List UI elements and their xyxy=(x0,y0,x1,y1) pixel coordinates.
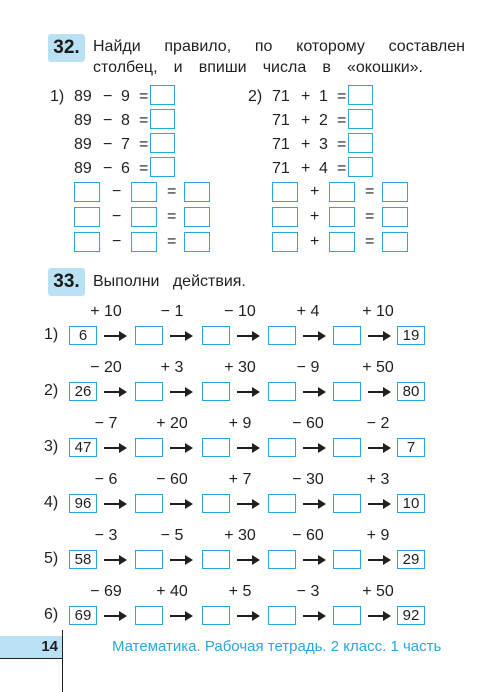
operator: − xyxy=(112,208,122,225)
operation-label: + 9 xyxy=(228,415,252,432)
instruction-word: правило, xyxy=(164,38,232,55)
operand: 9 xyxy=(121,88,130,105)
arrow-icon xyxy=(170,447,190,449)
start-value: 96 xyxy=(69,494,97,513)
answer-box[interactable] xyxy=(184,232,210,252)
operation-label: − 9 xyxy=(296,359,320,376)
equals-sign: = xyxy=(139,112,149,129)
equals-sign: = xyxy=(167,208,177,225)
arrow-icon xyxy=(104,615,124,617)
end-value: 29 xyxy=(397,550,425,569)
arrow-icon xyxy=(368,391,388,393)
operand: 6 xyxy=(121,160,130,177)
operand: 1 xyxy=(319,88,328,105)
arrow-icon xyxy=(170,391,190,393)
arrow-icon xyxy=(170,503,190,505)
answer-box[interactable] xyxy=(202,326,230,345)
start-value: 26 xyxy=(69,382,97,401)
answer-box[interactable] xyxy=(333,382,361,401)
footer-book-title: Математика. Рабочая тетрадь. 2 класс. 1 часть xyxy=(112,638,442,655)
operation-label: − 60 xyxy=(292,415,324,432)
instruction-word: и xyxy=(173,59,183,76)
answer-box[interactable] xyxy=(150,85,175,105)
end-value: 19 xyxy=(397,326,425,345)
start-value: 47 xyxy=(69,438,97,457)
answer-box[interactable] xyxy=(135,326,163,345)
answer-box[interactable] xyxy=(150,109,175,129)
end-value: 10 xyxy=(397,494,425,513)
equals-sign: = xyxy=(139,136,149,153)
answer-box[interactable] xyxy=(268,494,296,513)
operand: 71 xyxy=(272,160,290,177)
task-32-number: 32. xyxy=(48,34,85,62)
answer-box[interactable] xyxy=(131,232,157,252)
task-32-instruction-line1 xyxy=(93,36,465,57)
answer-box[interactable] xyxy=(135,606,163,625)
arrow-icon xyxy=(237,335,257,337)
operator: − xyxy=(103,136,113,153)
operation-label: − 60 xyxy=(156,471,188,488)
instruction-word: которому xyxy=(296,38,365,55)
instruction-word: «окошки». xyxy=(346,59,423,76)
answer-box[interactable] xyxy=(202,550,230,569)
arrow-icon xyxy=(237,559,257,561)
answer-box[interactable] xyxy=(333,438,361,457)
instruction-word: Найди xyxy=(93,38,141,55)
equals-sign: = xyxy=(337,160,347,177)
operator: − xyxy=(112,183,122,200)
arrow-icon xyxy=(368,559,388,561)
end-value: 80 xyxy=(397,382,425,401)
arrow-icon xyxy=(368,335,388,337)
operation-label: − 69 xyxy=(90,583,122,600)
equals-sign: = xyxy=(167,233,177,250)
equals-sign: = xyxy=(167,183,177,200)
arrow-icon xyxy=(104,391,124,393)
arrow-icon xyxy=(303,391,323,393)
operator: + xyxy=(301,88,311,105)
operation-label: + 10 xyxy=(362,303,394,320)
arrow-icon xyxy=(303,335,323,337)
operation-label: + 5 xyxy=(228,583,252,600)
arrow-icon xyxy=(237,503,257,505)
arrow-icon xyxy=(237,447,257,449)
arrow-icon xyxy=(303,559,323,561)
instruction-word: числа xyxy=(262,59,307,76)
operation-label: − 3 xyxy=(94,527,118,544)
operation-label: − 2 xyxy=(366,415,390,432)
operation-label: − 5 xyxy=(160,527,184,544)
chain-label: 4) xyxy=(44,494,59,511)
operand: 89 xyxy=(74,136,92,153)
arrow-icon xyxy=(104,447,124,449)
answer-box[interactable] xyxy=(268,326,296,345)
operation-label: − 10 xyxy=(224,303,256,320)
operator: − xyxy=(103,88,113,105)
arrow-icon xyxy=(368,447,388,449)
chain-label: 1) xyxy=(44,326,59,343)
operation-label: + 20 xyxy=(156,415,188,432)
answer-box[interactable] xyxy=(135,438,163,457)
operation-label: + 4 xyxy=(296,303,320,320)
equals-sign: = xyxy=(365,233,375,250)
arrow-icon xyxy=(104,335,124,337)
task-32-instruction xyxy=(93,36,465,78)
column-label: 2) xyxy=(248,88,263,105)
arrow-icon xyxy=(368,615,388,617)
answer-box[interactable] xyxy=(348,109,373,129)
operator: + xyxy=(301,136,311,153)
task-33-number: 33. xyxy=(48,268,85,296)
equals-sign: = xyxy=(139,160,149,177)
arrow-icon xyxy=(368,503,388,505)
operation-label: + 30 xyxy=(224,359,256,376)
answer-box[interactable] xyxy=(131,182,157,202)
operation-label: + 40 xyxy=(156,583,188,600)
operation-label: − 3 xyxy=(296,583,320,600)
operation-label: + 30 xyxy=(224,527,256,544)
instruction-word: по xyxy=(254,38,273,55)
answer-box[interactable] xyxy=(333,494,361,513)
answer-box[interactable] xyxy=(135,550,163,569)
end-value: 92 xyxy=(397,606,425,625)
footer-rule xyxy=(0,658,62,659)
end-value: 7 xyxy=(397,438,425,457)
answer-box[interactable] xyxy=(382,207,408,227)
answer-box[interactable] xyxy=(184,182,210,202)
arrow-icon xyxy=(237,615,257,617)
answer-box[interactable] xyxy=(272,232,298,252)
arrow-icon xyxy=(170,559,190,561)
chain-label: 5) xyxy=(44,550,59,567)
equals-sign: = xyxy=(337,136,347,153)
instruction-word: впиши xyxy=(198,59,247,76)
answer-box[interactable] xyxy=(333,326,361,345)
equals-sign: = xyxy=(337,88,347,105)
task-33-instruction: Выполни действия. xyxy=(93,273,246,290)
equals-sign: = xyxy=(337,112,347,129)
operand: 89 xyxy=(74,112,92,129)
answer-box[interactable] xyxy=(348,157,373,177)
operand: 7 xyxy=(121,136,130,153)
operand: 8 xyxy=(121,112,130,129)
operator: + xyxy=(310,233,320,250)
arrow-icon xyxy=(104,503,124,505)
answer-box[interactable] xyxy=(333,606,361,625)
answer-box[interactable] xyxy=(329,182,355,202)
instruction-word: в xyxy=(322,59,331,76)
operation-label: + 3 xyxy=(366,471,390,488)
operator: + xyxy=(301,160,311,177)
answer-box[interactable] xyxy=(272,182,298,202)
answer-box[interactable] xyxy=(135,494,163,513)
arrow-icon xyxy=(170,615,190,617)
answer-box[interactable] xyxy=(135,382,163,401)
operator: − xyxy=(112,233,122,250)
operand: 4 xyxy=(319,160,328,177)
column-label: 1) xyxy=(50,88,65,105)
operator: + xyxy=(310,183,320,200)
operation-label: + 50 xyxy=(362,583,394,600)
footer-divider xyxy=(62,630,63,692)
operand: 3 xyxy=(319,136,328,153)
operator: + xyxy=(301,112,311,129)
operation-label: − 20 xyxy=(90,359,122,376)
answer-box[interactable] xyxy=(333,550,361,569)
arrow-icon xyxy=(303,503,323,505)
chain-label: 6) xyxy=(44,606,59,623)
answer-box[interactable] xyxy=(329,207,355,227)
start-value: 58 xyxy=(69,550,97,569)
answer-box[interactable] xyxy=(272,207,298,227)
operation-label: − 60 xyxy=(292,527,324,544)
answer-box[interactable] xyxy=(348,85,373,105)
page-number: 14 xyxy=(41,638,58,655)
start-value: 69 xyxy=(69,606,97,625)
chain-label: 3) xyxy=(44,438,59,455)
answer-box[interactable] xyxy=(184,207,210,227)
answer-box[interactable] xyxy=(131,207,157,227)
operand: 71 xyxy=(272,112,290,129)
operand: 89 xyxy=(74,88,92,105)
operator: − xyxy=(103,160,113,177)
chain-label: 2) xyxy=(44,382,59,399)
operation-label: + 9 xyxy=(366,527,390,544)
operation-label: + 7 xyxy=(228,471,252,488)
equals-sign: = xyxy=(139,88,149,105)
answer-box[interactable] xyxy=(382,232,408,252)
equals-sign: = xyxy=(365,208,375,225)
operand: 2 xyxy=(319,112,328,129)
arrow-icon xyxy=(237,391,257,393)
answer-box[interactable] xyxy=(150,133,175,153)
operator: − xyxy=(103,112,113,129)
answer-box[interactable] xyxy=(268,606,296,625)
answer-box[interactable] xyxy=(202,438,230,457)
start-value: 6 xyxy=(69,326,97,345)
answer-box[interactable] xyxy=(329,232,355,252)
answer-box[interactable] xyxy=(268,550,296,569)
operand: 89 xyxy=(74,160,92,177)
operand: 71 xyxy=(272,88,290,105)
arrow-icon xyxy=(104,559,124,561)
answer-box[interactable] xyxy=(348,133,373,153)
answer-box[interactable] xyxy=(268,438,296,457)
answer-box[interactable] xyxy=(382,182,408,202)
answer-box[interactable] xyxy=(150,157,175,177)
equals-sign: = xyxy=(365,183,375,200)
answer-box[interactable] xyxy=(74,182,100,202)
arrow-icon xyxy=(303,615,323,617)
answer-box[interactable] xyxy=(268,382,296,401)
answer-box[interactable] xyxy=(74,207,100,227)
operation-label: − 30 xyxy=(292,471,324,488)
operation-label: + 50 xyxy=(362,359,394,376)
instruction-word: столбец, xyxy=(93,59,158,76)
answer-box[interactable] xyxy=(74,232,100,252)
arrow-icon xyxy=(170,335,190,337)
operation-label: − 7 xyxy=(94,415,118,432)
task-32-instruction-line2 xyxy=(93,57,423,78)
answer-box[interactable] xyxy=(202,382,230,401)
operation-label: − 1 xyxy=(160,303,184,320)
operation-label: − 6 xyxy=(94,471,118,488)
arrow-icon xyxy=(303,447,323,449)
answer-box[interactable] xyxy=(202,494,230,513)
answer-box[interactable] xyxy=(202,606,230,625)
operation-label: + 10 xyxy=(90,303,122,320)
operator: + xyxy=(310,208,320,225)
instruction-word: составлен xyxy=(388,38,465,55)
operation-label: + 3 xyxy=(160,359,184,376)
operand: 71 xyxy=(272,136,290,153)
